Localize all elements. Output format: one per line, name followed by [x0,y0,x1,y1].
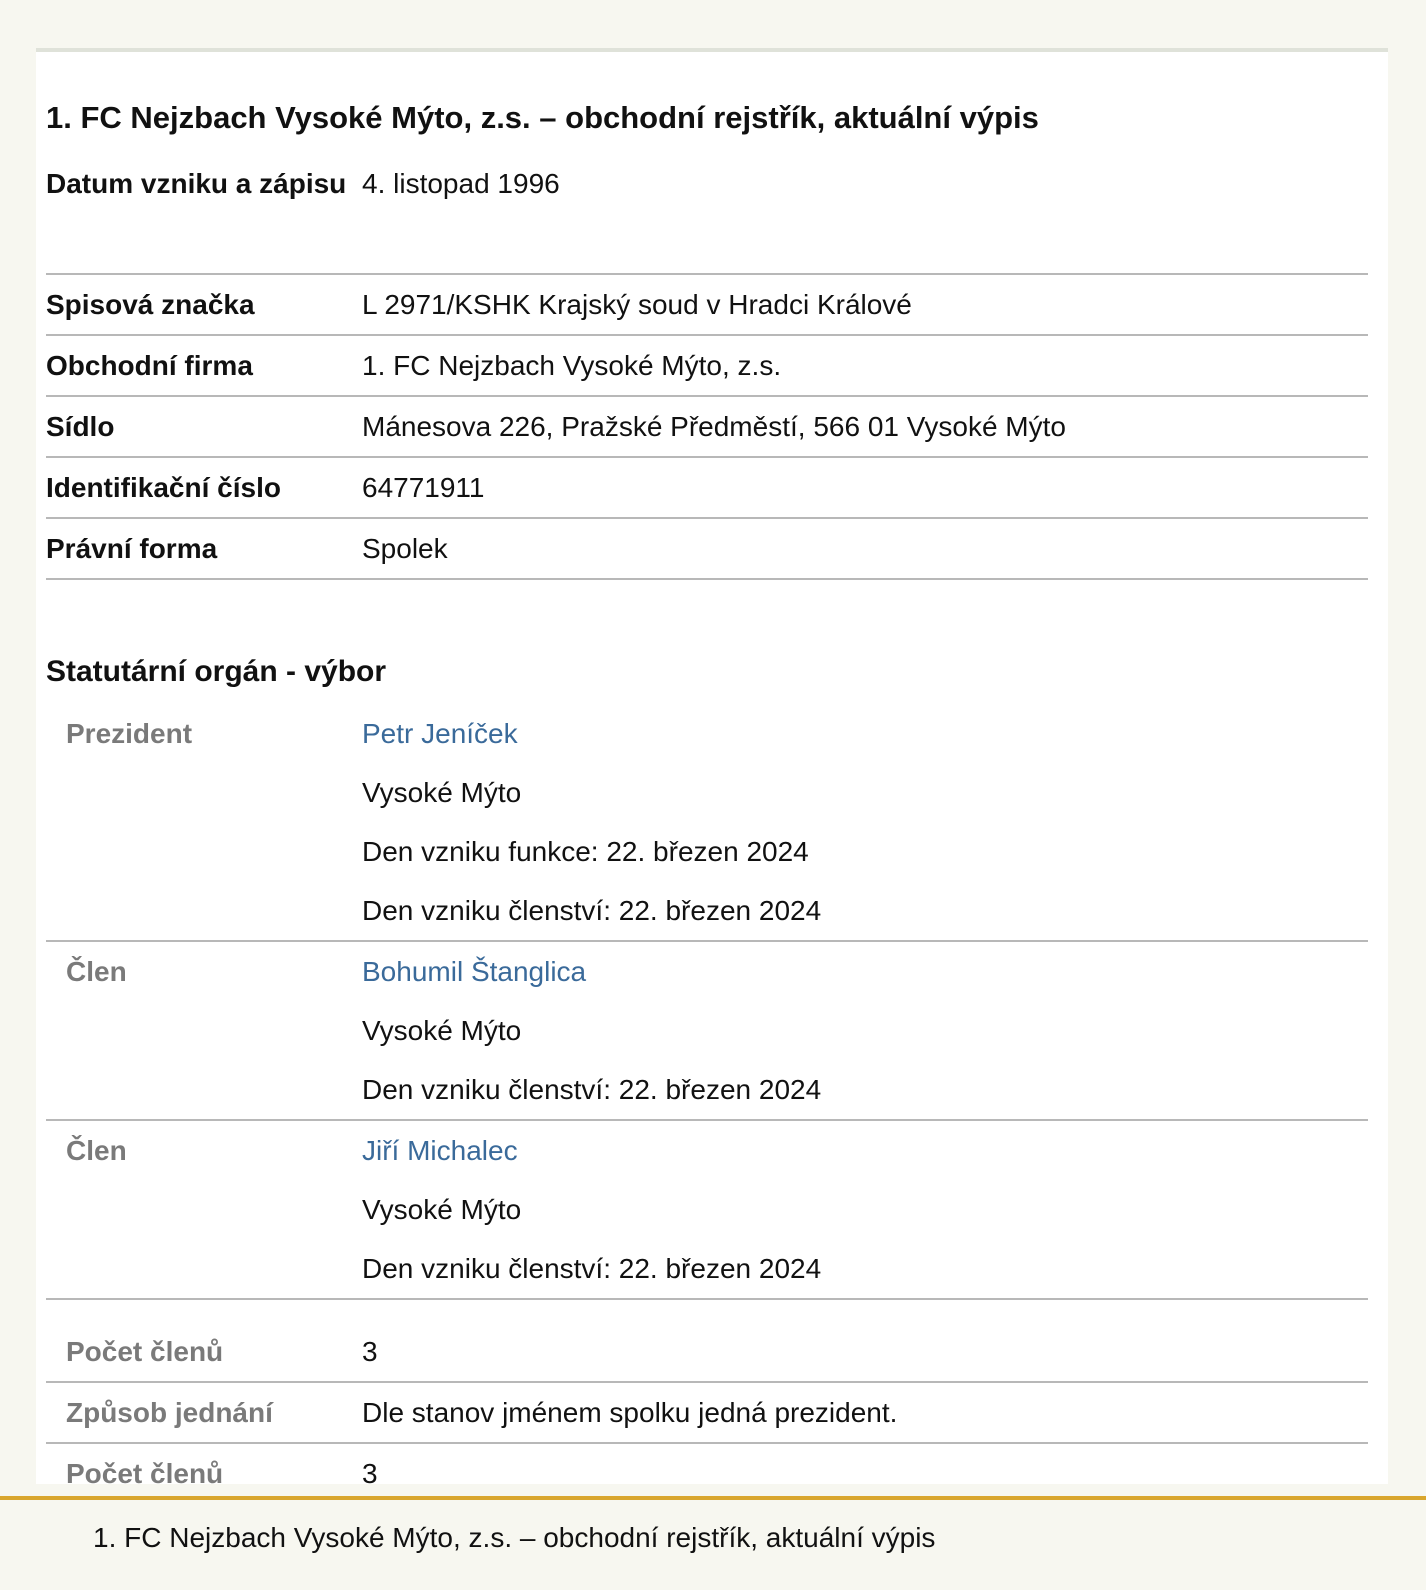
member-info [362,704,1368,940]
member-detail: Den vzniku členství: 22. březen 2024 [362,895,822,926]
member-detail: Den vzniku členství: 22. březen 2024 [362,1253,822,1284]
member-info [362,942,1368,1119]
member-city: Vysoké Mýto [362,777,522,808]
member-role: Člen [66,956,127,987]
fact-row [46,1383,1368,1444]
member-detail: Den vzniku členství: 22. březen 2024 [362,1074,822,1105]
row-sidlo [46,397,1368,458]
member-entry [46,1121,1368,1300]
footer-title: 1. FC Nejzbach Vysoké Mýto, z.s. – obchodní rejstřík, aktuální výpis [93,1522,936,1553]
member-city: Vysoké Mýto [362,1015,522,1046]
member-role: Prezident [66,718,193,749]
member-info [362,1121,1368,1298]
member-entry [46,704,1368,942]
row-spisova-znacka [46,275,1368,336]
row-datum-vzniku [46,154,1368,275]
member-name-link[interactable]: Bohumil Štanglica [362,956,587,987]
row-value: 4. listopad 1996 [362,168,560,199]
row-value: Spolek [362,533,448,564]
fact-label: Počet členů [66,1336,224,1367]
member-name-link[interactable]: Jiří Michalec [362,1135,518,1166]
member-name-link[interactable]: Petr Jeníček [362,718,518,749]
member-entry [46,942,1368,1121]
statutory-facts-table [46,1322,1368,1505]
row-label: Spisová značka [46,289,255,320]
row-label: Právní forma [46,533,218,564]
row-label: Identifikační číslo [46,472,281,503]
row-value: 1. FC Nejzbach Vysoké Mýto, z.s. [362,350,782,381]
member-city: Vysoké Mýto [362,1194,522,1225]
page-title: 1. FC Nejzbach Vysoké Mýto, z.s. – obchodní rejstřík, aktuální výpis [46,100,1039,135]
row-label: Sídlo [46,411,115,442]
row-value: L 2971/KSHK Krajský soud v Hradci Králové [362,289,912,320]
member-detail: Den vzniku funkce: 22. březen 2024 [362,836,809,867]
row-label: Datum vzniku a zápisu [46,168,347,199]
row-label: Obchodní firma [46,350,253,381]
fact-label: Počet členů [66,1458,224,1489]
row-obchodni-firma [46,336,1368,397]
fact-row [46,1322,1368,1383]
fact-value: 3 [362,1336,378,1367]
fact-value: 3 [362,1458,378,1489]
fact-value: Dle stanov jménem spolku jedná prezident. [362,1397,898,1428]
row-identifikacni-cislo [46,458,1368,519]
row-value: Mánesova 226, Pražské Předměstí, 566 01 Vysoké Mýto [362,411,1066,442]
footer-bar [0,1496,1426,1590]
member-role: Člen [66,1135,127,1166]
row-pravni-forma [46,519,1368,580]
register-extract-card [36,48,1388,1489]
statutory-members-list [46,704,1368,1300]
row-value: 64771911 [362,472,485,503]
basic-info-table [46,154,1368,580]
fact-label: Způsob jednání [66,1397,273,1428]
statutory-section-title: Statutární orgán - výbor [46,655,387,688]
